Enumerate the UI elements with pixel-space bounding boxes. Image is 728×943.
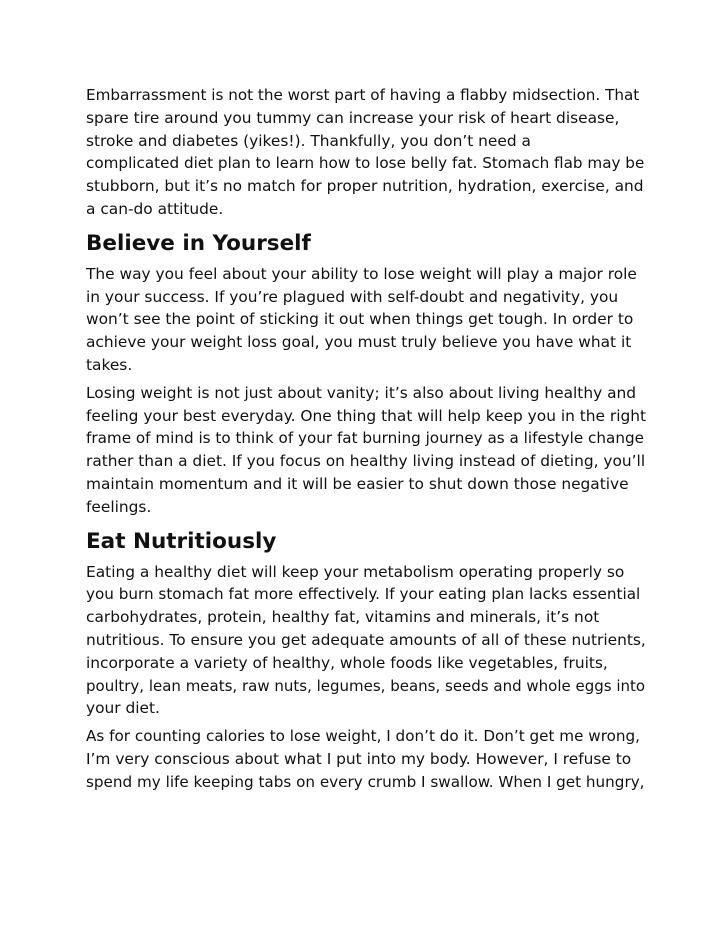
text-line: a can-do attitude. (86, 199, 224, 218)
text-line: Eating a healthy diet will keep your metabolism operating properly so (86, 562, 625, 581)
text-line: nutritious. To ensure you get adequate amounts of all of these nutrients, (86, 630, 646, 649)
text-line: complicated diet plan to learn how to lose belly fat. Stomach flab may be (86, 154, 645, 173)
text-line: As for counting calories to lose weight, I don’t do it. Don’t get me wrong, (86, 727, 640, 746)
believe-paragraph-2 (86, 382, 646, 519)
text-line: carbohydrates, protein, healthy fat, vitamins and minerals, it’s not (86, 608, 600, 627)
text-line: Embarrassment is not the worst part of having a flabby midsection. That (86, 86, 640, 104)
text-line: The way you feel about your ability to lose weight will play a major role (86, 264, 637, 283)
eat-paragraph-1 (86, 561, 646, 721)
text-line: takes. (86, 355, 133, 374)
eat-paragraph-2 (86, 725, 646, 793)
text-line: feeling your best everyday. One thing that will help keep you in the right (86, 406, 647, 425)
heading-eat-nutritiously: Eat Nutritiously (86, 528, 277, 554)
text-line: feelings. (86, 497, 152, 516)
heading-believe-in-yourself: Believe in Yourself (86, 230, 311, 256)
text-line: stubborn, but it’s no match for proper nutrition, hydration, exercise, and (86, 177, 644, 196)
document-body (86, 84, 646, 794)
text-line: spare tire around you tummy can increase your risk of heart disease, (86, 108, 620, 127)
text-line: incorporate a variety of healthy, whole foods like vegetables, fruits, (86, 653, 608, 672)
text-line: rather than a diet. If you focus on healthy living instead of dieting, you’ll (86, 452, 646, 471)
text-line: achieve your weight loss goal, you must truly believe you have what it (86, 333, 632, 352)
believe-paragraph-1 (86, 263, 646, 377)
text-line: in your success. If you’re plagued with self-doubt and negativity, you (86, 287, 619, 306)
text-line: Losing weight is not just about vanity; it’s also about living healthy and (86, 383, 637, 402)
text-line: spend my life keeping tabs on every crumb I swallow. When I get hungry, (86, 772, 645, 791)
text-line: frame of mind is to think of your fat burning journey as a lifestyle change (86, 429, 644, 448)
text-line: you burn stomach fat more effectively. If your eating plan lacks essential (86, 585, 641, 604)
intro-paragraph (86, 84, 646, 221)
text-line: stroke and diabetes (yikes!). Thankfully, you don’t need a (86, 131, 531, 150)
text-line: I’m very conscious about what I put into my body. However, I refuse to (86, 749, 632, 768)
text-line: won’t see the point of sticking it out when things get tough. In order to (86, 310, 634, 329)
text-line: maintain momentum and it will be easier to shut down those negative (86, 474, 629, 493)
text-line: poultry, lean meats, raw nuts, legumes, beans, seeds and whole eggs into (86, 676, 646, 695)
text-line: your diet. (86, 699, 160, 718)
